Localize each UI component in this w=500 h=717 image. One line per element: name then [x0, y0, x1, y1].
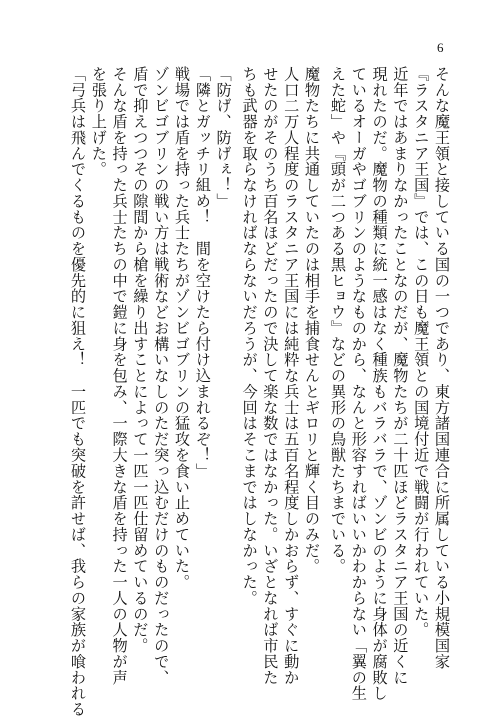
text-line: 「防げ、防げぇ！」: [214, 66, 233, 209]
text-line: せたのがそのうち百名ほどだったので決して楽な数ではなかった。いざとなれば市民た: [261, 66, 280, 686]
text-line: を張り上げた。: [89, 66, 108, 178]
text-line: ちも武器を取らなければならないだろうが、今回はそこまではしなかった。: [240, 66, 259, 606]
text-line: 人口二万人程度のラスタニア王国には純粋な兵士は五百名程度しかおらず、すぐに動か: [282, 66, 301, 686]
text-line: 『ラスタニア王国』では、この日も魔王領との国境付近で戦闘が行われていた。: [412, 66, 431, 638]
text-line: ゾンビゴブリンの戦い方は戦術などお構いなしのただ突っ込むだけのものだったので、: [152, 66, 171, 686]
page-number: 6: [437, 40, 444, 55]
text-line: 戦場では盾を持った兵士たちがゾンビゴブリンの猛攻を食い止めていた。: [173, 66, 191, 591]
text-line: 盾で抑えつつその隙間から槍を繰り出すことによって一匹一匹仕留めているのだ。: [131, 66, 150, 654]
text-line: 魔物たちに共通していたのは相手を捕食せんとギロリと輝く目のみだ。: [303, 66, 321, 575]
text-line: 「弓兵は飛んでくるものを優先的に狙え！ 一匹でも突破を許せば、我らの家族が喰われる: [69, 66, 88, 717]
vertical-text-block: [69, 66, 451, 717]
text-line: ているオーガやゴブリンのようなものから、なんと形容すればいいかわからない「翼の生: [349, 66, 368, 702]
text-line: 現れたのだ。魔物の種類に統一感はなく種族もバラバラで、ゾンビのように身体が腐敗し: [370, 66, 389, 702]
text-line: そんな魔王領と接している国の一つであり、東方諸国連合に所属している小規模国家: [433, 66, 451, 670]
text-line: 近年ではあまりなかったことなのだが、魔物たちが二十匹ほどラスタニア王国の近くに: [391, 66, 410, 686]
text-line: そんな盾を持った兵士たちの中で鎧に身を包み、一際大きな盾を持った一人の人物が声: [110, 66, 129, 686]
text-line: えた蛇」や『頭が二つある黒ヒョウ』などの異形の鳥獣たちまでいる。: [329, 66, 348, 575]
text-line: 「隣とガッチリ組め！ 間を空けたら付け込まれるぞ！」: [193, 66, 212, 479]
